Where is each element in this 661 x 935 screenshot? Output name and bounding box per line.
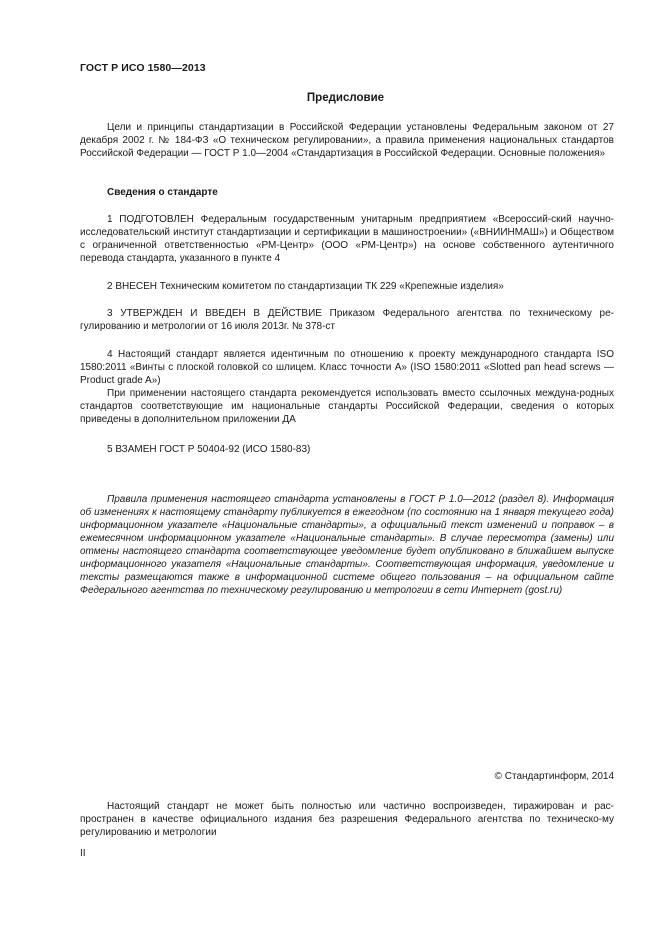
footer-paragraph: Настоящий стандарт не может быть полностью или частично воспроизведен, тиражирован и рас-пространен в качестве официального издания без разрешения Федерального агентства по техническо-му регулированию и метрологии — [80, 801, 614, 838]
item-4-note: При применении настоящего стандарта рекомендуется использовать вместо ссылочных междуна-родных стандартов соответствующие им национальные стандарты Российской Федерации, сведения о которых приведены в дополнительном приложении ДА — [80, 388, 614, 425]
standard-code: ГОСТ Р ИСО 1580—2013 — [80, 62, 206, 74]
page-number: II — [80, 848, 86, 859]
item-1-block — [80, 213, 614, 265]
intro-block — [80, 121, 614, 160]
item-5-block — [80, 443, 614, 456]
item-3: 3 УТВЕРЖДЕН И ВВЕДЕН В ДЕЙСТВИЕ Приказом Федерального агентства по техническому ре-гулированию и метрологии от 16 июля 2013г. № 378-ст — [80, 308, 614, 332]
item-1: 1 ПОДГОТОВЛЕН Федеральным государственным унитарным предприятием «Всероссий-ский научно-исследовательский институт стандартизации и сертификации в машиностроении» («ВНИИНМАШ») и Обществом с ограниченной ответственностью «РМ-Центр» (ООО «РМ-Центр») на основе собственного аутентичного перевода стандарта, указанного в пункте 4 — [80, 214, 614, 264]
intro-paragraph: Цели и принципы стандартизации в Российской Федерации установлены Федеральным законом от 27 декабря 2002 г. № 184-ФЗ «О техническом регулировании», а правила применения национальных стандартов Российской Федерации — ГОСТ Р 1.0—2004 «Стандартизация в Российской Федерации. Основные положения» — [80, 122, 614, 159]
copyright: © Стандартинформ, 2014 — [494, 771, 614, 782]
notice-paragraph: Правила применения настоящего стандарта установлены в ГОСТ Р 1.0—2012 (раздел 8). Информация об изменениях к настоящему стандарту публикуется в ежегодном (по состоянию на 1 января текущего года) информационном указателе «Национальные стандарты», а официальный текст изменений и поправок – в ежемесячном информационном указателе «Национальные стандарты». В случае пересмотра (замены) или отмены настоящего стандарта соответствующее уведомление будет опубликовано в ближайшем выпуске информационного указателя «Национальные стандарты». Соответствующая информация, уведомление и тексты размещаются также в информационной системе общего пользования – на официальном сайте Федерального агентства по техническому регулированию и метрологии в сети Интернет (gost.ru) — [80, 494, 614, 596]
item-2: 2 ВНЕСЕН Техническим комитетом по стандартизации ТК 229 «Крепежные изделия» — [107, 281, 504, 292]
item-2-block — [80, 280, 614, 293]
section-heading-block — [80, 186, 614, 199]
item-5: 5 ВЗАМЕН ГОСТ Р 50404-92 (ИСО 1580-83) — [107, 444, 311, 455]
page-title: Предисловие — [306, 92, 385, 104]
item-3-block — [80, 307, 614, 333]
section-heading: Сведения о стандарте — [107, 187, 218, 198]
item-4: 4 Настоящий стандарт является идентичным по отношению к проекту международного стандарта ISO 1580:2011 «Винты с плоской головкой со шлицем. Класс точности А» (ISO 1580:2011 «Slotted pan head screws — Product grade A») — [80, 349, 614, 386]
item-4-block — [80, 348, 614, 426]
